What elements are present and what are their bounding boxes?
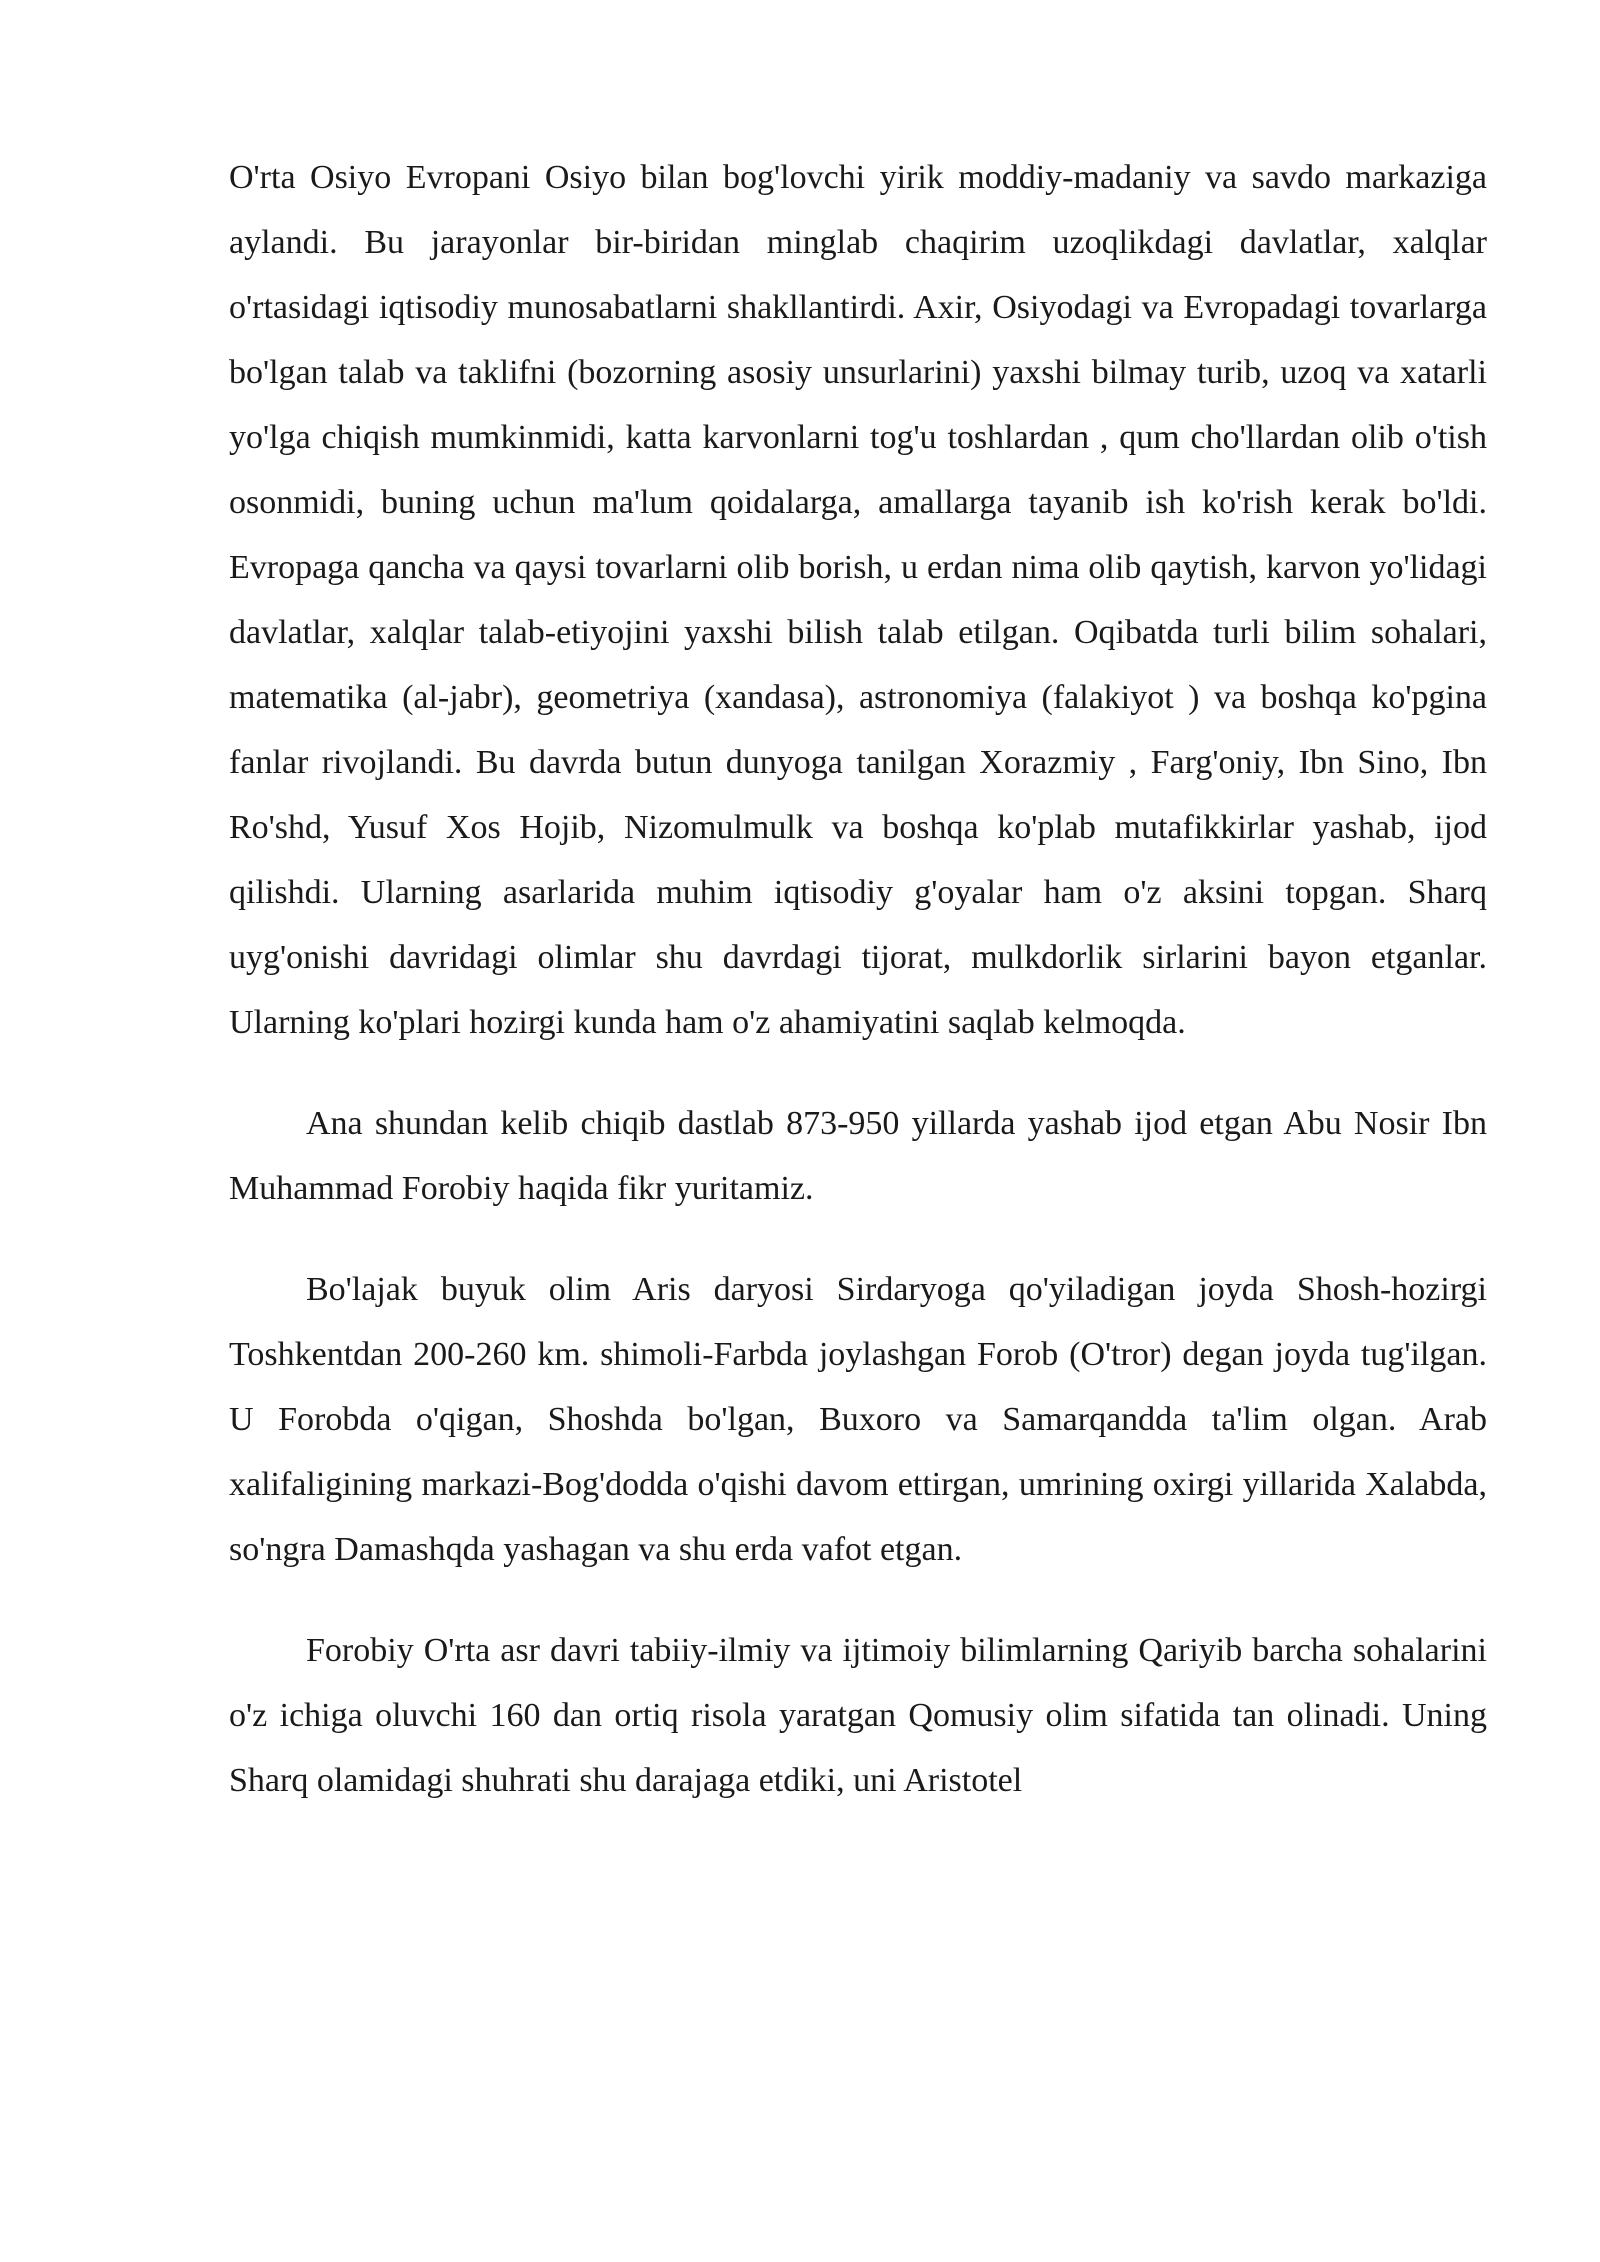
body-text [229, 145, 1487, 1849]
paragraph-forobiy-intro: Ana shundan kelib chiqib dastlab 873-950 yillarda yashab ijod etgan Abu Nosir Ibn Muhammad Forobiy haqida fikr yuritamiz. [229, 1105, 1487, 1207]
paragraph-forobiy-works: Forobiy O'rta asr davri tabiiy-ilmiy va ijtimoiy bilimlarning Qariyib barcha sohalarini o'z ichiga oluvchi 160 dan ortiq risola yaratgan Qomusiy olim sifatida tan olinadi. Uning Sharq olamidagi shuhrati shu darajaga etdiki, uni Aristotel [229, 1632, 1487, 1799]
paragraph-forobiy-biography: Bo'lajak buyuk olim Aris daryosi Sirdaryoga qo'yiladigan joyda Shosh-hozirgi Toshkentdan 200-260 km. shimoli-Farbda joylashgan Forob (O'tror) degan joyda tug'ilgan. U Forobda o'qigan, Shoshda bo'lgan, Buxoro va Samarqandda ta'lim olgan. Arab xalifaligining markazi-Bog'dodda o'qishi davom ettirgan, umrining oxirgi yillarida Xalabda, so'ngra Damashqda yashagan va shu erda vafot etgan. [229, 1271, 1487, 1568]
paragraph-silk-road-trade: O'rta Osiyo Evropani Osiyo bilan bog'lovchi yirik moddiy-madaniy va savdo markaziga aylandi. Bu jarayonlar bir-biridan minglab chaqirim uzoqlikdagi davlatlar, xalqlar o'rtasidagi iqtisodiy munosabatlarni shakllantirdi. Axir, Osiyodagi va Evropadagi tovarlarga bo'lgan talab va taklifni (bozorning asosiy unsurlarini) yaxshi bilmay turib, uzoq va xatarli yo'lga chiqish mumkinmidi, katta karvonlarni tog'u toshlardan , qum cho'llardan olib o'tish osonmidi, buning uchun ma'lum qoidalarga, amallarga tayanib ish ko'rish kerak bo'ldi. Evropaga qancha va qaysi tovarlarni olib borish, u erdan nima olib qaytish, karvon yo'lidagi davlatlar, xalqlar talab-etiyojini yaxshi bilish talab etilgan. Oqibatda turli bilim sohalari, matematika (al-jabr), geometriya (xandasa), astronomiya (falakiyot ) va boshqa ko'pgina fanlar rivojlandi. Bu davrda butun dunyoga tanilgan Xorazmiy , Farg'oniy, Ibn Sino, Ibn Ro'shd, Yusuf Xos Hojib, Nizomulmulk va boshqa ko'plab mutafikkirlar yashab, ijod qilishdi. Ularning asarlarida muhim iqtisodiy g'oyalar ham o'z aksini topgan. Sharq uyg'onishi davridagi olimlar shu davrdagi tijorat, mulkdorlik sirlarini bayon etganlar. Ularning ko'plari hozirgi kunda ham o'z ahamiyatini saqlab kelmoqda. [229, 159, 1487, 1041]
